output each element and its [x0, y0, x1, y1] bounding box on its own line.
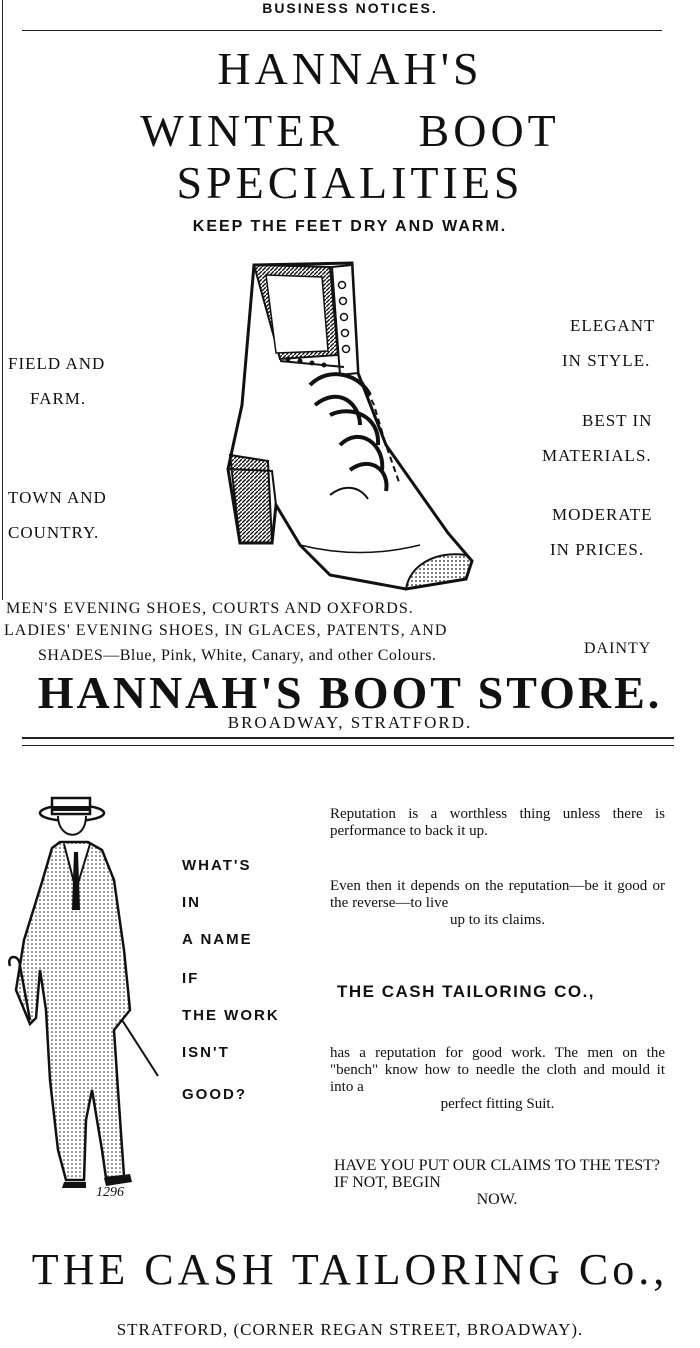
question-line5: THE WORK	[182, 1007, 280, 1024]
man-illustration	[6, 790, 166, 1200]
challenge-text: HAVE YOU PUT OUR CLAIMS TO THE TEST? IF NOT, BEGIN	[334, 1157, 660, 1191]
right-text-line5: MODERATE	[552, 505, 653, 524]
ad-title: HANNAH'S	[217, 43, 483, 94]
even-then-text: Even then it depends on the reputation—be it good or the reverse—to live	[330, 878, 665, 911]
store-name: HANNAH'S BOOT STORE.	[37, 667, 663, 718]
question-line2: IN	[182, 894, 201, 911]
challenge-text-end: NOW.	[476, 1191, 518, 1208]
question-line4: IF	[182, 970, 200, 987]
evening-shoes-line1: MEN'S EVENING SHOES, COURTS AND OXFORDS.	[6, 600, 414, 617]
right-text-line6: IN PRICES.	[550, 540, 645, 559]
left-text-line2: FARM.	[30, 389, 87, 408]
separator-rule-top	[22, 737, 674, 739]
evening-shoes-line2-end: DAINTY	[584, 640, 652, 657]
question-line1: WHAT'S	[182, 857, 252, 874]
question-line3: A NAME	[182, 931, 253, 948]
good-work-text: has a reputation for good work. The men on the "bench" know how to needle the cloth and mould it into a	[330, 1045, 665, 1095]
illustration-number: 1296	[96, 1185, 124, 1200]
right-text-line1: ELEGANT	[570, 316, 656, 335]
question-line7: GOOD?	[182, 1086, 247, 1103]
separator-rule-bottom	[22, 745, 674, 746]
left-text-line3: TOWN AND	[8, 488, 107, 507]
ad-title-line2: WINTER BOOT	[140, 105, 560, 156]
right-text-line4: MATERIALS.	[542, 446, 652, 465]
ad-tagline: KEEP THE FEET DRY AND WARM.	[192, 218, 508, 235]
even-then-paragraph	[330, 878, 665, 929]
ad-title-line3: SPECIALITIES	[176, 157, 524, 208]
cash-tailoring-heading: THE CASH TAILORING CO.,	[337, 982, 596, 1001]
reputation-text: Reputation is a worthless thing unless there is performance to back	[330, 806, 665, 839]
challenge-paragraph	[334, 1157, 660, 1208]
header-rule	[22, 30, 662, 31]
boot-illustration	[210, 255, 490, 605]
footer-company-name: THE CASH TAILORING Co.,	[31, 1245, 669, 1294]
good-work-paragraph	[330, 1045, 665, 1113]
evening-shoes-line3: SHADES—Blue, Pink, White, Canary, and other Colours.	[38, 647, 437, 664]
reputation-paragraph	[330, 806, 665, 840]
section-header: BUSINESS NOTICES.	[262, 0, 438, 16]
footer-address: STRATFORD, (CORNER REGAN STREET, BROADWAY).	[116, 1320, 584, 1339]
good-work-text-end: perfect fitting Suit.	[440, 1096, 555, 1112]
question-line6: ISN'T	[182, 1044, 230, 1061]
left-text-line4: COUNTRY.	[8, 523, 100, 542]
right-text-line3: BEST IN	[582, 411, 653, 430]
even-then-text-end: up to its claims.	[450, 912, 545, 928]
store-address: BROADWAY, STRATFORD.	[227, 713, 473, 732]
left-text-line1: FIELD AND	[8, 354, 106, 373]
reputation-text-end: it up.	[457, 823, 488, 839]
right-text-line2: IN STYLE.	[562, 351, 651, 370]
evening-shoes-line2: LADIES' EVENING SHOES, IN GLACES, PATENTS, AND	[4, 622, 448, 639]
